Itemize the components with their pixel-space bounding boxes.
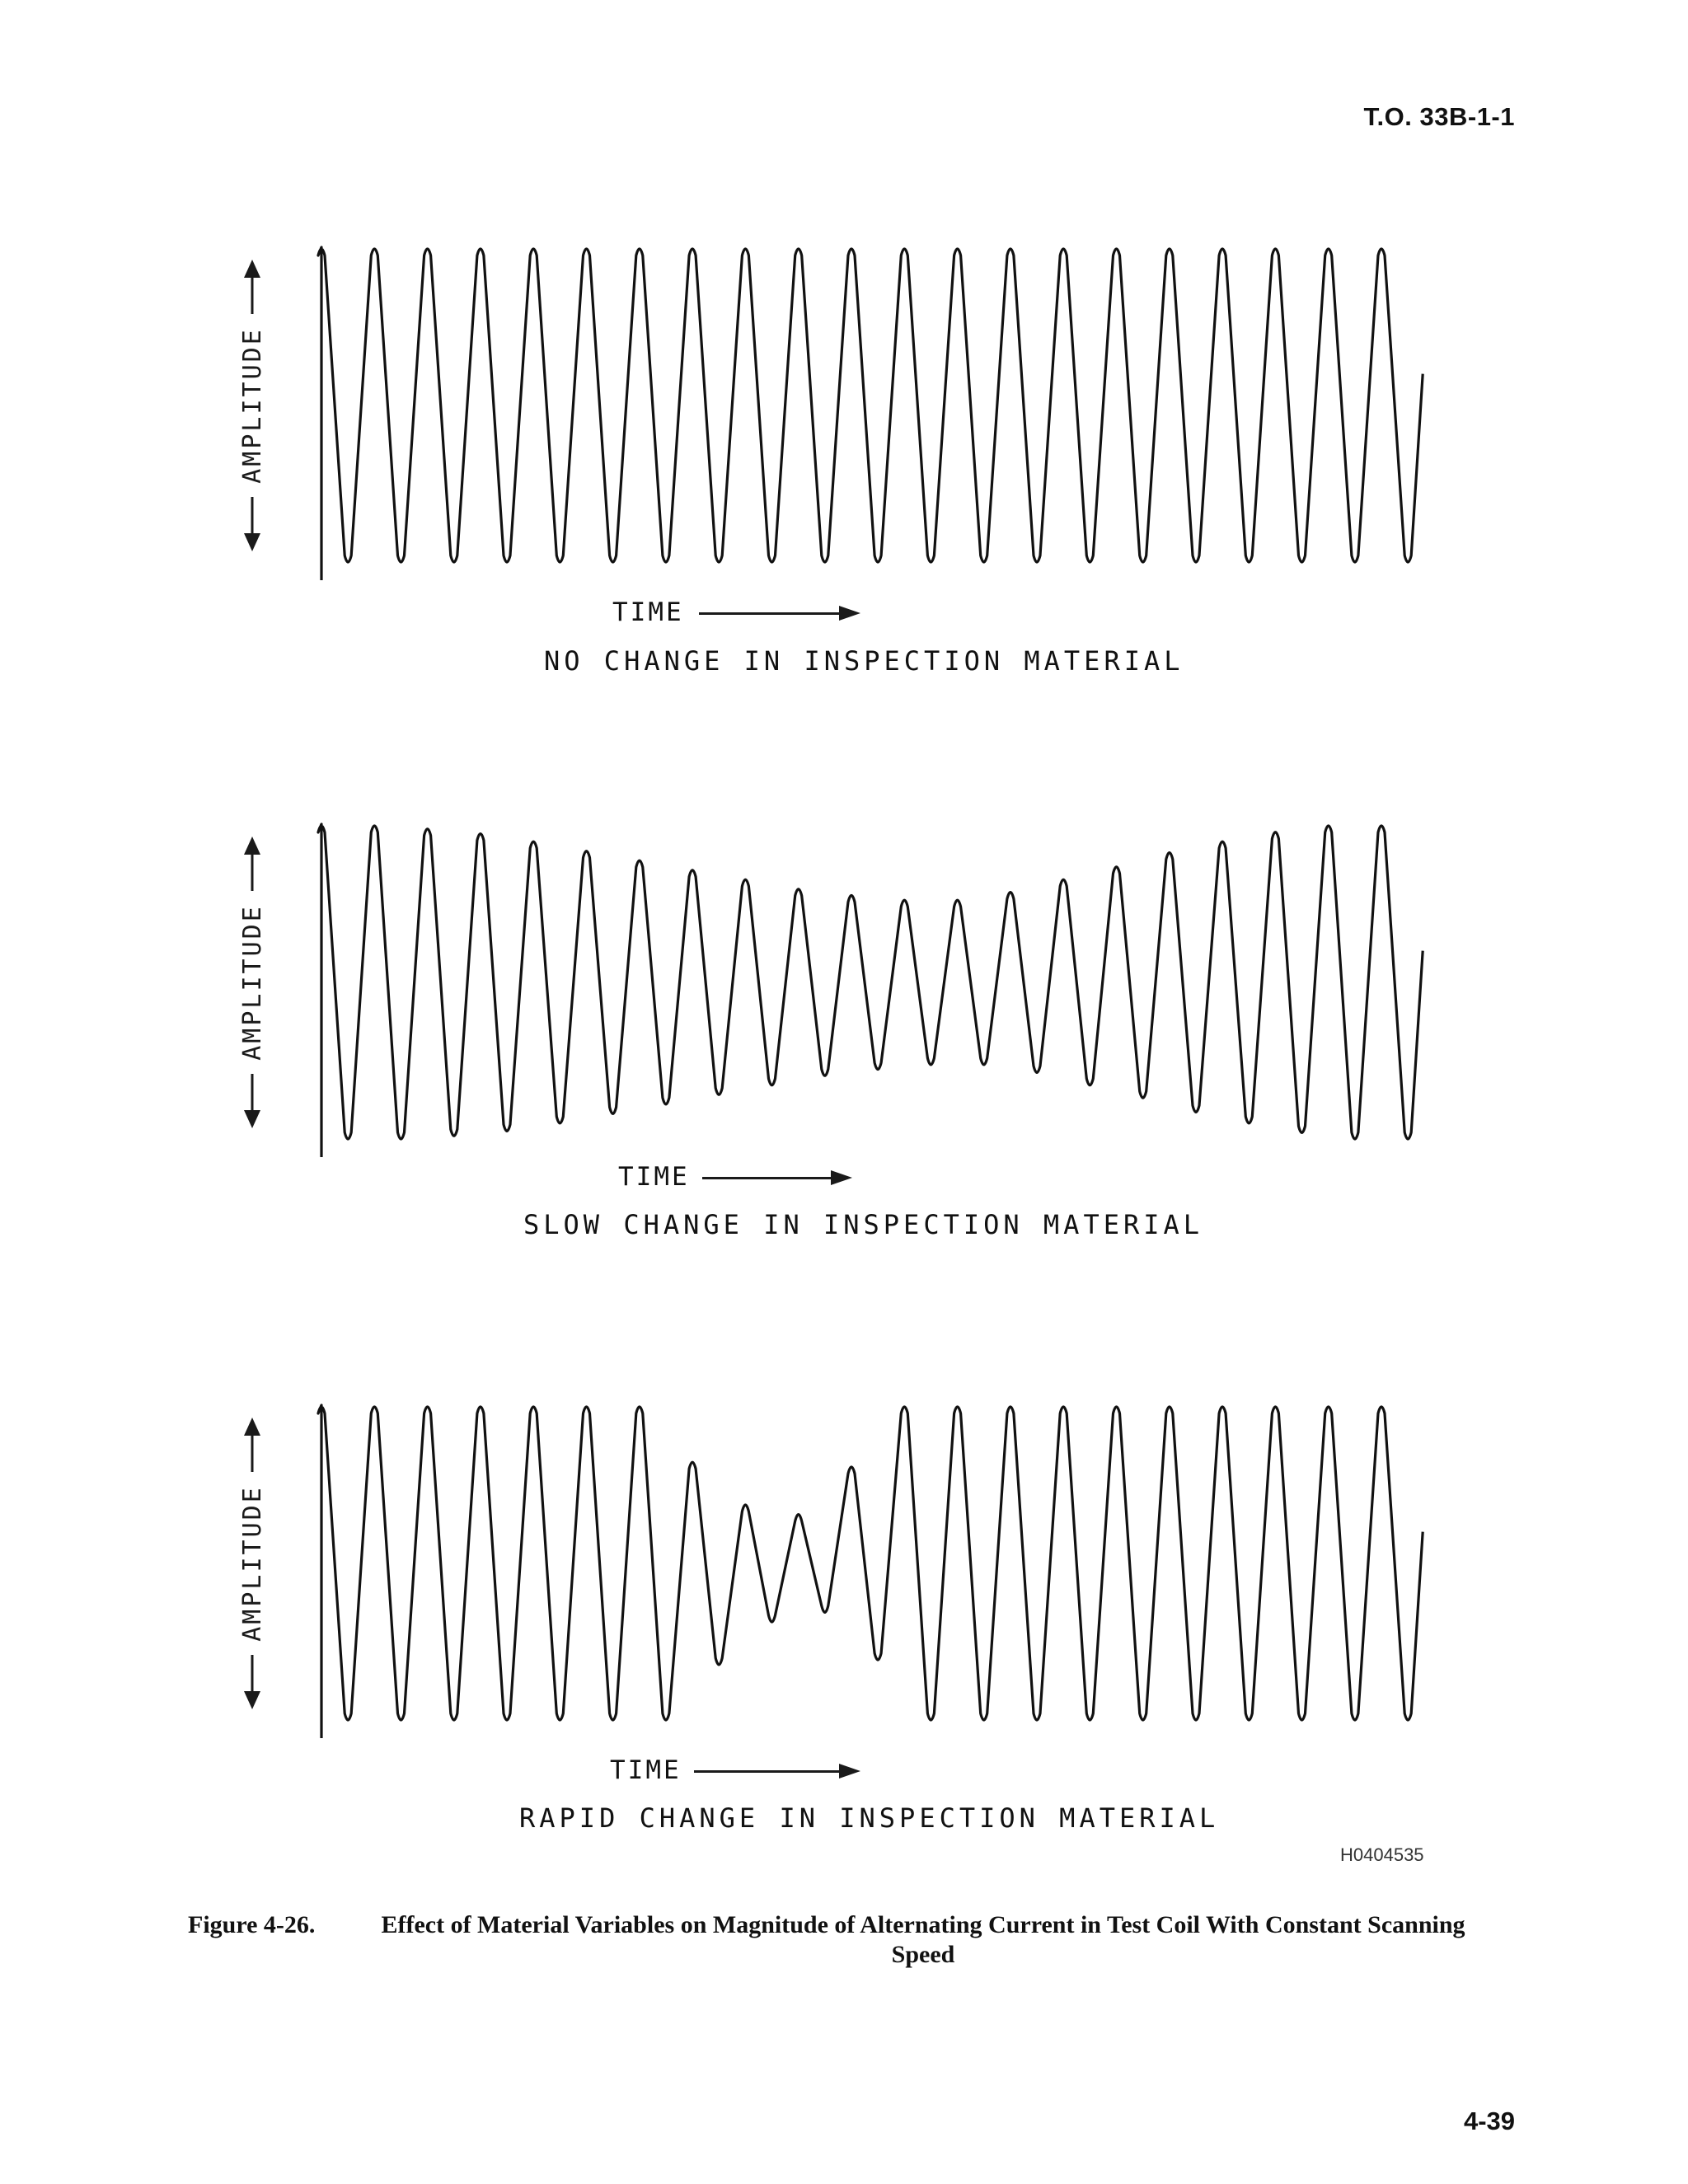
- waveform-panel-slow-change: [223, 812, 1434, 1273]
- amplitude-axis: [238, 1418, 267, 1709]
- time-arrow-icon: [694, 1770, 856, 1773]
- amplitude-axis-label: AMPLITUDE: [238, 327, 267, 484]
- document-code: T.O. 33B-1-1: [1363, 102, 1515, 131]
- amplitude-axis: [238, 260, 267, 551]
- waveform-chart: [223, 812, 1434, 1158]
- amplitude-axis-label: AMPLITUDE: [238, 1485, 267, 1642]
- figure-title: Effect of Material Variables on Magnitude of Alternating Current in Test Coil With Constant Scanning Speed: [381, 1911, 1465, 1968]
- time-axis-label: TIME: [618, 1162, 690, 1192]
- waveform-chart: [223, 1393, 1434, 1739]
- waveform-trace: [318, 1405, 1423, 1738]
- amplitude-axis: [238, 837, 267, 1128]
- figure-number: Figure 4-26.: [188, 1911, 316, 1938]
- waveform-chart: [223, 235, 1434, 581]
- time-arrow-icon: [699, 612, 856, 615]
- waveform-caption: RAPID CHANGE IN INSPECTION MATERIAL: [519, 1802, 1220, 1834]
- waveform-caption: NO CHANGE IN INSPECTION MATERIAL: [544, 645, 1184, 677]
- page-number: 4-39: [1463, 2107, 1515, 2135]
- amplitude-axis-label: AMPLITUDE: [238, 904, 267, 1061]
- time-axis-label: TIME: [612, 598, 684, 627]
- drawing-id: H0404535: [1340, 1844, 1424, 1865]
- figure-caption: [165, 1910, 1523, 1970]
- waveform-caption: SLOW CHANGE IN INSPECTION MATERIAL: [523, 1209, 1204, 1240]
- waveform-trace: [318, 247, 1423, 580]
- waveform-panel-rapid-change: [223, 1393, 1434, 1854]
- time-axis-label: TIME: [610, 1755, 682, 1785]
- time-arrow-icon: [702, 1177, 847, 1179]
- waveform-panel-no-change: [223, 235, 1434, 696]
- waveform-trace: [318, 824, 1423, 1157]
